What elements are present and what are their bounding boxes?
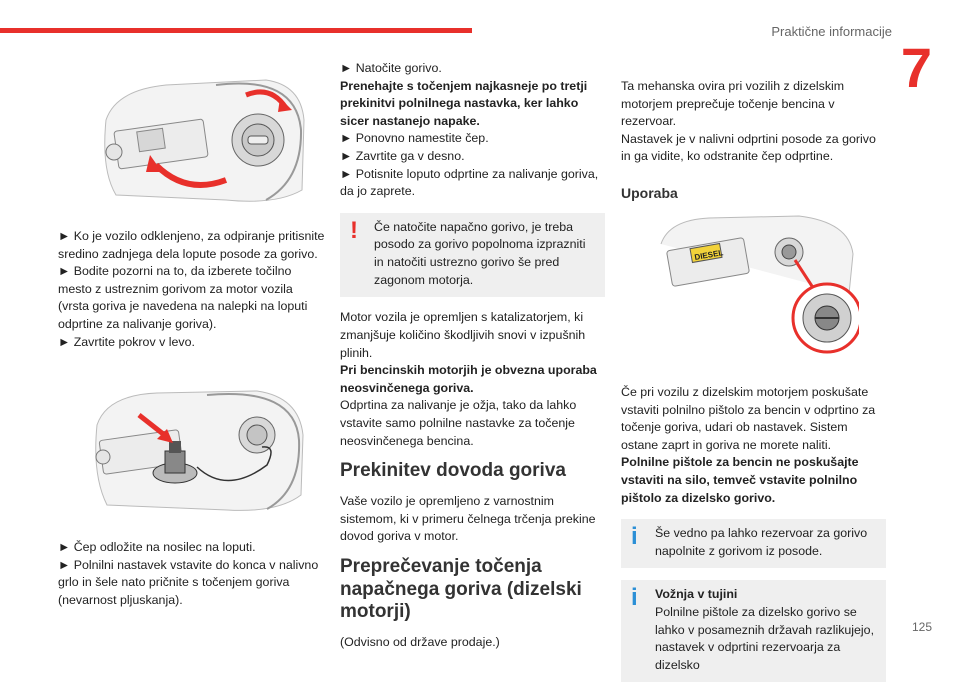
column-3	[621, 78, 886, 694]
paragraph: ► Natočite gorivo.	[340, 61, 442, 75]
header-accent-bar	[0, 28, 472, 33]
section-title: Praktične informacije	[771, 24, 892, 39]
paragraph: Ta mehanska ovira pri vozilih z dizelskim motorjem preprečuje točenje bencina v rezervoar.	[621, 79, 845, 129]
paragraph: Odprtina za nalivanje je ožja, tako da lahko vstavite samo polnilne nastavke za točenje neosvinčenega bencina.	[340, 398, 577, 448]
heading-usage: Uporaba	[621, 185, 678, 202]
column-1	[58, 60, 326, 610]
warning-text: Če natočite napačno gorivo, je treba posodo za gorivo popolnoma izprazniti in natočiti ustrezno gorivo še pred zagonom motorja.	[374, 219, 586, 287]
warning-icon: !	[350, 216, 358, 244]
paragraph-bold: Prenehajte s točenjem najkasneje po tretji prekinitvi polnilnega nastavka, ker lahko sicer nastanejo napake.	[340, 78, 588, 128]
paragraph-bold: Pri bencinskih motorjih je obvezna uporaba neosvinčenega goriva.	[340, 363, 597, 395]
paragraph: ► Potisnite loputo odprtine za nalivanje goriva, da jo zaprete.	[340, 166, 599, 199]
fuel-flap-open-illustration	[76, 60, 308, 210]
diesel-filler-illustration	[649, 214, 859, 354]
fuel-cap-holder-illustration	[77, 385, 307, 515]
column-2	[340, 60, 605, 652]
heading-fuel-cutoff: Prekinitev dovoda goriva	[340, 460, 566, 482]
info-note	[621, 519, 886, 568]
heading-misfuel-prevention: Preprečevanje točenja napačnega goriva (dizelski motorji)	[340, 555, 582, 623]
info-icon: i	[631, 584, 638, 612]
paragraph: ► Bodite pozorni na to, da izberete točilno mesto z ustreznim gorivom za motor vozila (vrsta goriva je navedena na nalepki na loputi odprtine za nalivanje goriva).	[58, 264, 308, 332]
paragraph: Nastavek je v nalivni odprtini posode za gorivo in ga vidite, ko odstranite čep odprtine.	[621, 131, 876, 164]
warning-note	[340, 213, 605, 297]
info-title: Vožnja v tujini	[655, 587, 738, 602]
paragraph: Vaše vozilo je opremljeno z varnostnim sistemom, ki v primeru čelnega trčenja prekine dovod goriva v motor.	[340, 493, 596, 544]
page-number: 125	[911, 620, 932, 634]
paragraph: ► Polnilni nastavek vstavite do konca v nalivno grlo in šele nato pričnite s točenjem goriva (nevarnost pljuskanja).	[58, 557, 319, 608]
paragraph: ► Zavrtite ga v desno.	[340, 149, 465, 164]
info-note-abroad	[621, 580, 886, 682]
paragraph: (Odvisno od države prodaje.)	[340, 635, 500, 650]
info-text: Še vedno pa lahko rezervoar za gorivo napolnite z gorivom iz posode.	[655, 526, 868, 558]
paragraph: ► Ponovno namestite čep.	[340, 131, 489, 146]
paragraph-bold: Polnilne pištole za bencin ne poskušajte vstaviti na silo, temveč vstavite polnilno pištolo za dizelsko gorivo.	[621, 455, 859, 505]
paragraph: ► Čep odložite na nosilec na loputi.	[58, 540, 256, 555]
paragraph: ► Zavrtite pokrov v levo.	[58, 334, 195, 349]
paragraph: ► Ko je vozilo odklenjeno, za odpiranje pritisnite sredino zadnjega dela lopute posode za gorivo.	[58, 229, 325, 261]
info-icon: i	[631, 523, 638, 551]
diesel-label: DIESEL	[693, 248, 724, 262]
paragraph: Motor vozila je opremljen s katalizatorjem, ki zmanjšuje količino škodljivih snovi v izpušnih plinih.	[340, 310, 586, 360]
chapter-number: 7	[900, 36, 932, 99]
info-text: Polnilne pištole za dizelsko gorivo se lahko v posameznih državah razlikujejo, nastavek v odprtini rezervoarja za dizelsko	[655, 605, 875, 672]
paragraph: Če pri vozilu z dizelskim motorjem poskušate vstaviti polnilno pištolo za bencin v odprtino za točenje goriva, udari ob nastavek. Sistem ostane zaprt in goriva ne morete naliti.	[621, 384, 876, 452]
